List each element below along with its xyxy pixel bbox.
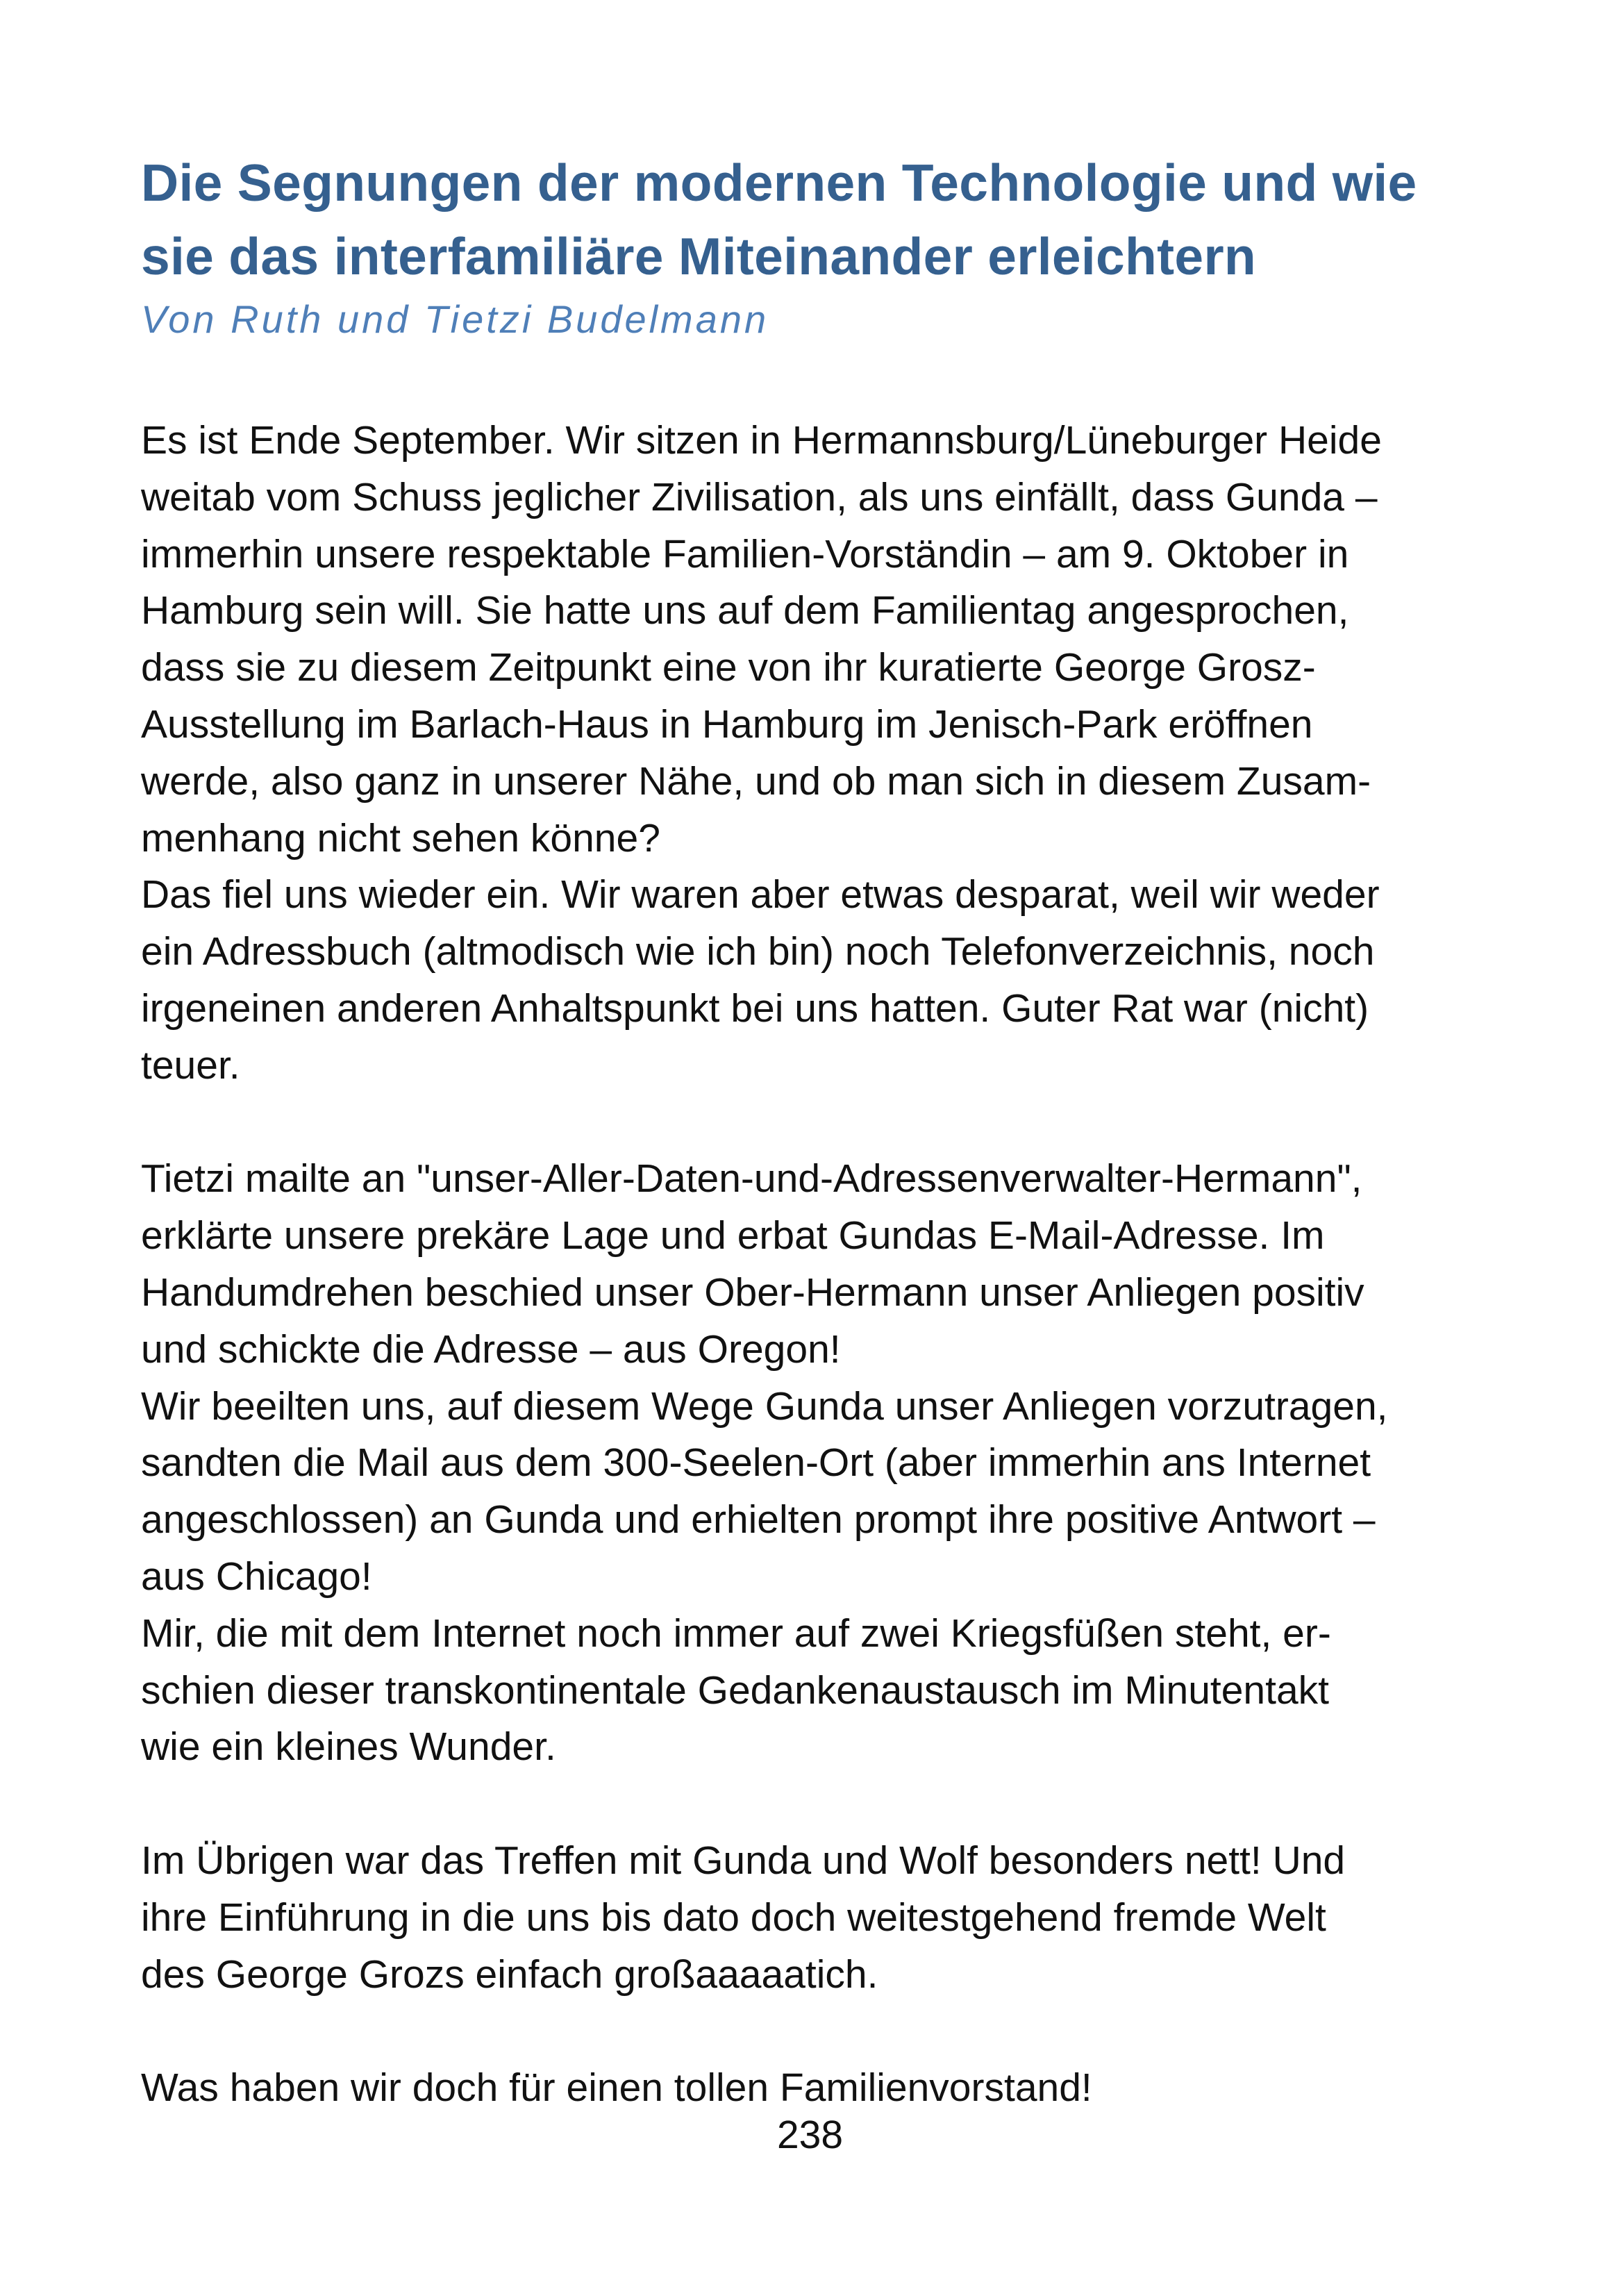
text-line: aus Chicago! <box>141 1554 372 1599</box>
text-line: des George Grozs einfach großaaaaatich. <box>141 1952 878 1997</box>
article-byline: Von Ruth und Tietzi Budelmann <box>141 297 769 341</box>
text-line: schien dieser transkontinentale Gedankenaustausch im Minutentakt <box>141 1667 1330 1713</box>
paragraph-gap <box>141 1776 1502 1833</box>
text-line: Es ist Ende September. Wir sitzen in Hermannsburg/Lüneburger Heide <box>141 418 1382 463</box>
text-line: irgeneinen anderen Anhaltspunkt bei uns hatten. Guter Rat war (nicht) <box>141 985 1369 1031</box>
paragraph <box>141 1833 1502 2003</box>
text-line: Im Übrigen war das Treffen mit Gunda und Wolf besonders nett! Und <box>141 1838 1346 1883</box>
text-line: Ausstellung im Barlach-Haus in Hamburg im Jenisch-Park eröffnen <box>141 701 1313 747</box>
text-line: ein Adressbuch (altmodisch wie ich bin) noch Telefonverzeichnis, noch <box>141 929 1375 974</box>
text-line: Hamburg sein will. Sie hatte uns auf dem Familientag angesprochen, <box>141 588 1349 633</box>
article-body <box>141 413 1502 2117</box>
paragraph <box>141 413 1502 1095</box>
text-line: immerhin unsere respektable Familien-Vorständin – am 9. Oktober in <box>141 531 1349 576</box>
text-line: weitab vom Schuss jeglicher Zivilisation, als uns einfällt, dass Gunda – <box>141 474 1378 519</box>
paragraph <box>141 1151 1502 1776</box>
text-line: wie ein kleines Wunder. <box>141 1724 556 1770</box>
text-line: angeschlossen) an Gunda und erhielten prompt ihre positive Antwort – <box>141 1497 1376 1542</box>
text-line: Was haben wir doch für einen tollen Familienvorstand! <box>141 2065 1092 2111</box>
text-line: und schickte die Adresse – aus Oregon! <box>141 1326 841 1372</box>
text-line: werde, also ganz in unserer Nähe, und ob man sich in diesem Zusam- <box>141 758 1371 804</box>
text-line: ihre Einführung in die uns bis dato doch weitestgehend fremde Welt <box>141 1895 1326 1940</box>
text-line: sandten die Mail aus dem 300-Seelen-Ort (aber immerhin ans Internet <box>141 1440 1371 1486</box>
text-line: Tietzi mailte an "unser-Aller-Daten-und-Adressenverwalter-Hermann", <box>141 1156 1362 1201</box>
page-number: 238 <box>776 2113 844 2157</box>
text-line: dass sie zu diesem Zeitpunkt eine von ihr kuratierte George Grosz- <box>141 645 1316 690</box>
text-line: teuer. <box>141 1042 240 1088</box>
text-line: Wir beeilten uns, auf diesem Wege Gunda unser Anliegen vorzutragen, <box>141 1383 1388 1429</box>
article <box>141 146 1502 2117</box>
paragraph-gap <box>141 1095 1502 1151</box>
text-line: erklärte unsere prekäre Lage und erbat Gundas E-Mail-Adresse. Im <box>141 1213 1325 1258</box>
article-title-line: Die Segnungen der modernen Technologie und wie <box>141 153 1417 212</box>
text-line: Das fiel uns wieder ein. Wir waren aber etwas desparat, weil wir weder <box>141 872 1380 917</box>
text-line: menhang nicht sehen könne? <box>141 815 660 860</box>
article-title-line: sie das interfamiliäre Miteinander erleichtern <box>141 227 1257 285</box>
paragraph-gap <box>141 2003 1502 2060</box>
text-line: Mir, die mit dem Internet noch immer auf zwei Kriegsfüßen steht, er- <box>141 1611 1331 1656</box>
text-line: Handumdrehen beschied unser Ober-Hermann unser Anliegen positiv <box>141 1270 1364 1315</box>
article-title <box>141 146 1502 293</box>
